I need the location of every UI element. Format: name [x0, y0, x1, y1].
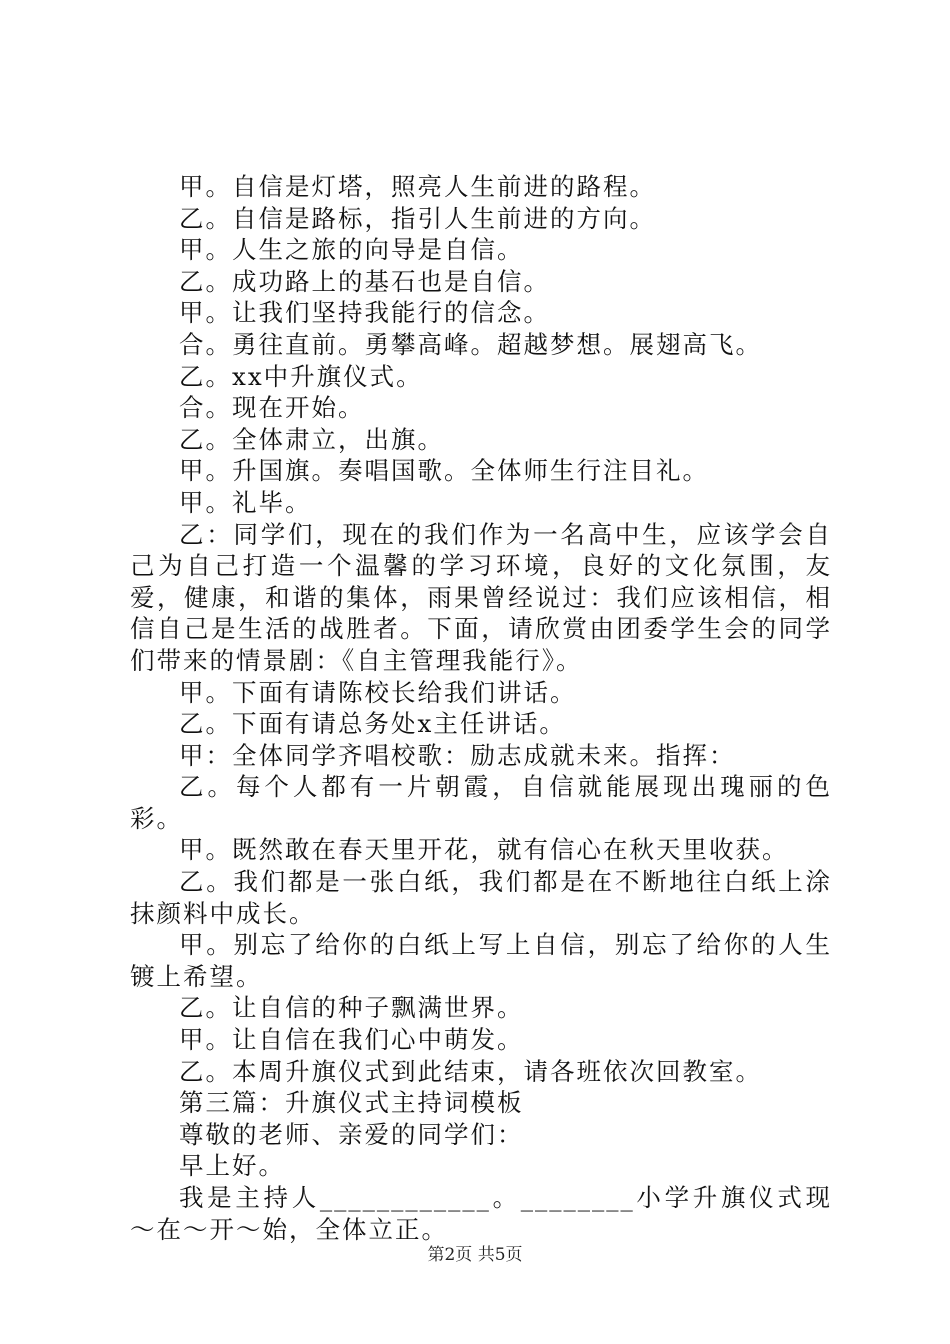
paragraph: 乙。全体肃立，出旗。: [179, 424, 444, 454]
section-heading: 第三篇：升旗仪式主持词模板: [179, 1088, 524, 1118]
paragraph: 乙。下面有请总务处x主任讲话。: [179, 709, 566, 739]
paragraph: 乙。自信是路标，指引人生前进的方向。: [179, 203, 656, 233]
paragraph: 甲。升国旗。奏唱国歌。全体师生行注目礼。: [179, 456, 709, 486]
paragraph: 甲。下面有请陈校长给我们讲话。: [179, 677, 577, 707]
paragraph: 甲。让自信在我们心中萌发。: [179, 1025, 524, 1055]
page-footer: [0, 1244, 950, 1266]
paragraph: 甲。自信是灯塔，照亮人生前进的路程。: [179, 172, 656, 201]
paragraph: 乙。每个人都有一片朝霞，自信就能展现出瑰丽的色彩。: [130, 772, 832, 833]
paragraph: 乙。本周升旗仪式到此结束，请各班依次回教室。: [179, 1056, 762, 1086]
paragraph: 我是主持人____________。________小学升旗仪式现～在～开～始，全体立正。: [130, 1183, 832, 1244]
document-body: [130, 171, 832, 1245]
paragraph: 尊敬的老师、亲爱的同学们：: [179, 1119, 524, 1149]
page-number: 第2页 共5页: [427, 1245, 523, 1265]
paragraph: 合。现在开始。: [179, 393, 365, 423]
paragraph: 乙：同学们，现在的我们作为一名高中生，应该学会自己为自己打造一个温馨的学习环境，良好的文化氛围，友爱，健康，和谐的集体，雨果曾经说过：我们应该相信，相信自己是生活的战胜者。下面，请欣赏由团委学生会的同学们带来的情景剧：《自主管理我能行》。: [130, 519, 832, 675]
paragraph: 合。勇往直前。勇攀高峰。超越梦想。展翅高飞。: [179, 329, 762, 359]
paragraph: 早上好。: [179, 1151, 285, 1181]
paragraph: 乙。我们都是一张白纸，我们都是在不断地往白纸上涂抹颜料中成长。: [130, 867, 832, 928]
paragraph: 甲。礼毕。: [179, 487, 312, 517]
paragraph: 乙。xx中升旗仪式。: [179, 361, 423, 391]
paragraph: 甲。既然敢在春天里开花，就有信心在秋天里收获。: [179, 835, 789, 865]
paragraph: 乙。成功路上的基石也是自信。: [179, 266, 550, 296]
paragraph: 甲：全体同学齐唱校歌：励志成就未来。指挥：: [179, 740, 736, 770]
paragraph: 甲。别忘了给你的白纸上写上自信，别忘了给你的人生镀上希望。: [130, 930, 832, 991]
paragraph: 乙。让自信的种子飘满世界。: [179, 993, 524, 1023]
paragraph: 甲。人生之旅的向导是自信。: [179, 235, 524, 265]
paragraph: 甲。让我们坚持我能行的信念。: [179, 298, 550, 328]
